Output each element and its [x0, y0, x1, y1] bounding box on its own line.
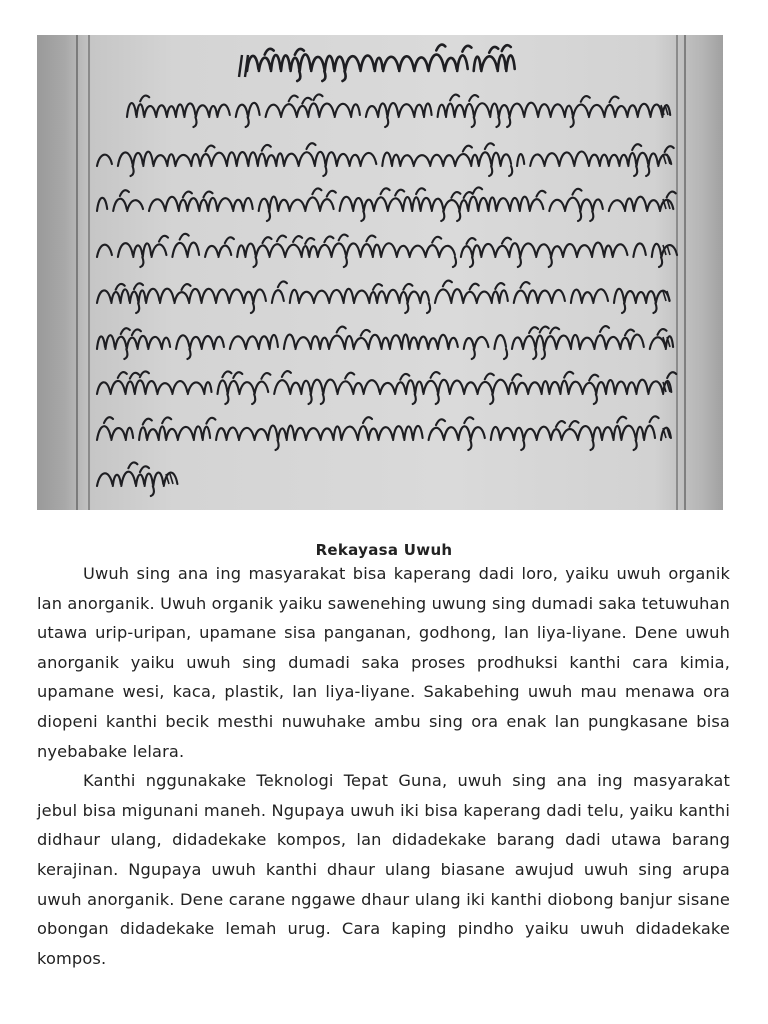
page-title: Rekayasa Uwuh [315, 541, 453, 559]
paragraph-1: Uwuh sing ana ing masyarakat bisa kaperang dadi loro, yaiku uwuh organik lan anorganik. Uwuh organik yaiku sawenehing uwung sing dumadi saka tetuwuhan utawa urip-uripan, upamane sisa panganan, godhong, lan liya-liyane. Dene uwuh anorganik yaiku uwuh sing dumadi saka proses prodhuksi kanthi cara kimia, upamane wesi, kaca, plastik, lan liya-liyane. Sakabehing uwuh mau menawa ora diopeni kanthi becik mesthi nuwuhake ambu sing ora enak lan pungkasane bisa nyebabake lelara. [37, 564, 730, 761]
article-body [37, 559, 730, 973]
manuscript-scan [37, 35, 723, 510]
paragraph-2: Kanthi nggunakake Teknologi Tepat Guna, uwuh sing ana ing masyarakat jebul bisa migunani maneh. Ngupaya uwuh iki bisa kaperang dadi telu, yaiku kanthi didhaur ulang, didadekake kompos, lan didadekake barang dadi utawa barang kerajinan. Ngupaya uwuh kanthi dhaur ulang biasane awujud uwuh sing arupa uwuh anorganik. Dene carane nggawe dhaur ulang iki kanthi diobong banjur sisane obongan didadekake lemah urug. Cara kaping pindho yaiku uwuh didadekake kompos. [37, 771, 730, 968]
javanese-script-image [37, 35, 723, 510]
